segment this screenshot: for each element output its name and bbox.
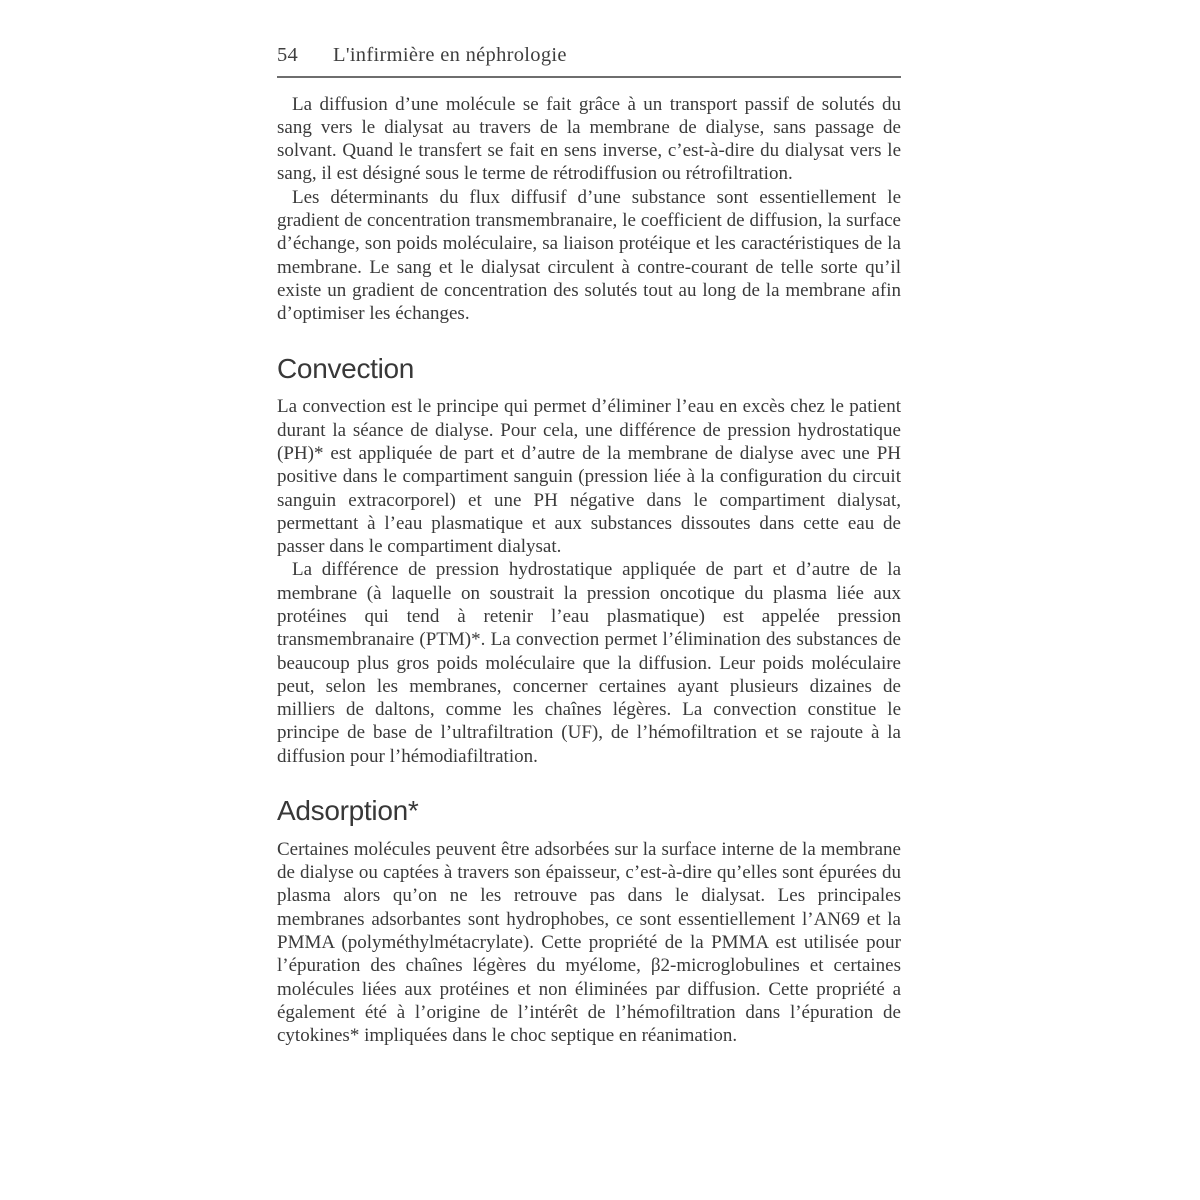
paragraph: La différence de pression hydrostatique appliquée de part et d’autre de la membrane (à laquelle on soustrait la pression oncotique du plasma liée aux protéines qui tend à retenir l’eau plasmatique) est appelée pression transmembranaire (PTM)*. La convection permet l’élimination des substances de beaucoup plus gros poids moléculaire que la diffusion. Leur poids moléculaire peut, selon les membranes, concerner certaines ayant plusieurs dizaines de milliers de daltons, comme les chaînes légères. La convection constitue le principe de base de l’ultrafiltration (UF), de l’hémofiltration et se rajoute à la diffusion pour l’hémodiafiltration. bbox=[277, 559, 901, 767]
paragraph: Les déterminants du flux diffusif d’une substance sont essentiellement le gradient de concentration transmembranaire, le coefficient de diffusion, la surface d’échange, son poids moléculaire, sa liaison protéique et les caractéristiques de la membrane. Le sang et le dialysat circulent à contre-courant de telle sorte qu’il existe un gradient de concentration des solutés tout au long de la membrane afin d’optimiser les échanges. bbox=[277, 186, 901, 325]
paragraph: La convection est le principe qui permet d’éliminer l’eau en excès chez le patient durant la séance de dialyse. Pour cela, une différence de pression hydrostatique (PH)* est appliquée de part et d’autre de la membrane de dialyse avec une PH positive dans le compartiment sanguin (pression liée à la configuration du circuit sanguin extracorporel) et une PH négative dans le compartiment dialysat, permettant à l’eau plasmatique et aux substances dissoutes dans cette eau de passer dans le compartiment dialysat. bbox=[277, 396, 901, 558]
section-heading-adsorption: Adsorption* bbox=[277, 795, 419, 827]
paragraph: La diffusion d’une molécule se fait grâce à un transport passif de solutés du sang vers le dialysat au travers de la membrane de dialyse, sans passage de solvant. Quand le transfert se fait en sens inverse, c’est-à-dire du dialysat vers le sang, il est désigné sous le terme de rétrodiffusion ou rétrofiltration. bbox=[277, 93, 901, 185]
section-heading-convection: Convection bbox=[277, 352, 415, 384]
page-header bbox=[277, 44, 901, 78]
page-number: 54 bbox=[277, 44, 299, 66]
book-page bbox=[277, 44, 901, 1048]
page-body bbox=[277, 93, 901, 1048]
paragraph: Certaines molécules peuvent être adsorbées sur la surface interne de la membrane de dialyse ou captées à travers son épaisseur, c’est-à-dire qu’elles sont épurées du plasma alors qu’on ne les retrouve pas dans le dialysat. Les principales membranes adsorbantes sont hydrophobes, ce sont essentiellement l’AN69 et la PMMA (polyméthylmétacrylate). Cette propriété de la PMMA est utilisée pour l’épuration des chaînes légères du myélome, β2-microglobulines et certaines molécules liées aux protéines et non éliminées par diffusion. Cette propriété a également été à l’origine de l’intérêt de l’hémofiltration dans l’épuration de cytokines* impliquées dans le choc septique en réanimation. bbox=[277, 838, 901, 1047]
running-title: L'infirmière en néphrologie bbox=[333, 44, 567, 66]
